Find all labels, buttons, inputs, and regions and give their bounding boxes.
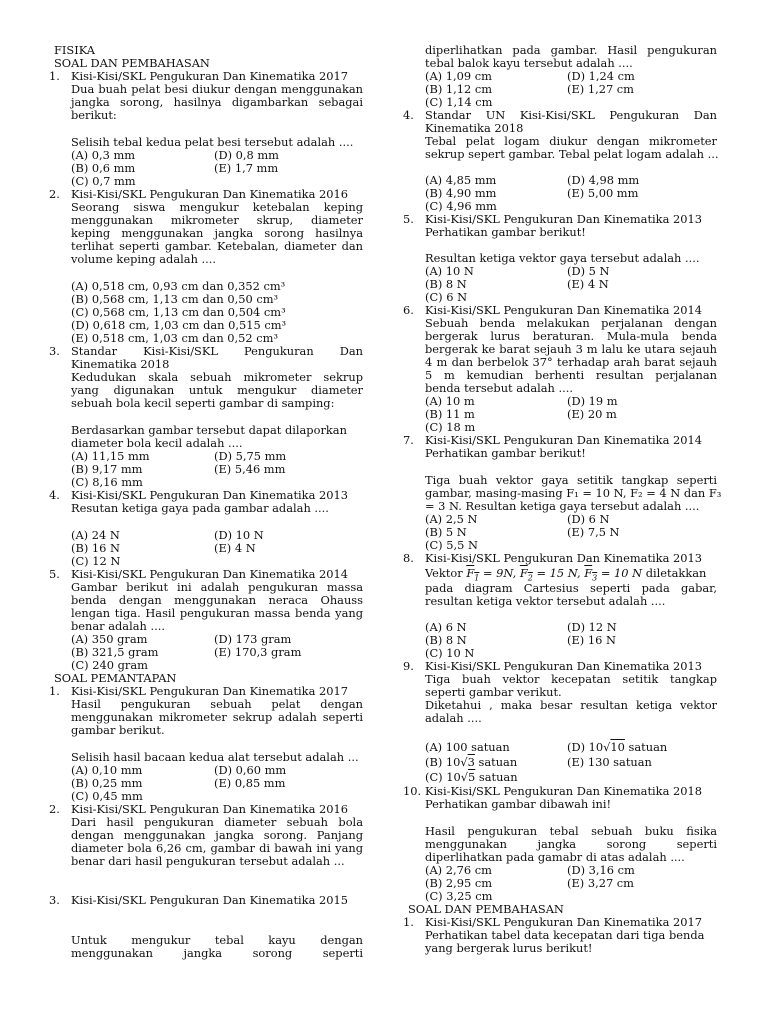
question-text: lengan tiga. Hasil pengukuran massa benda yang — [71, 606, 363, 620]
question-number: 2. — [49, 802, 60, 816]
question-text: benar adalah .... — [71, 619, 165, 633]
option-d: (D) 0,60 mm — [214, 763, 287, 777]
question-text: menggunakan mikrometer skrup, diameter — [71, 213, 363, 227]
question-text: resultan ketiga vektor tersebut adalah .... — [425, 594, 666, 608]
option-e: (E) 1,27 cm — [567, 82, 634, 96]
question-title: Kisi-Kisi/SKL Pengukuran Dan Kinematika 2017 — [71, 69, 348, 83]
option-d: (D) 1,24 cm — [567, 69, 635, 83]
question-text: Kedudukan skala sebuah mikrometer sekrup — [71, 370, 363, 384]
question-text: keping menggunakan jangka sorong hasilnya — [71, 226, 363, 240]
question-title — [425, 109, 717, 122]
option-d: (D) 19 m — [567, 394, 618, 408]
question-number: 1. — [403, 915, 414, 929]
option-text: satuan — [474, 755, 518, 769]
question-text: Tiga buah vektor kecepatan setitik tangkap — [425, 672, 717, 686]
question-title: Kisi-Kisi/SKL Pengukuran Dan Kinematika 2015 — [71, 893, 348, 907]
question-title: Kisi-Kisi/SKL Pengukuran Dan Kinematika 2016 — [71, 187, 348, 201]
title-word: Pengukuran — [244, 344, 314, 358]
question-title-cont: Kinematika 2018 — [71, 357, 170, 371]
vector-equation: $F_1 = 9N$, $F_2 = 15$ N, $F_3 = 10$ N — [466, 566, 643, 583]
question-prompt: Resultan ketiga vektor gaya tersebut adalah .... — [425, 251, 700, 265]
option-b: (B) 1,12 cm — [425, 82, 493, 96]
option-c: (C) 3,25 cm — [425, 889, 493, 903]
question-text: jangka sorong, hasilnya digambarkan sebagai — [71, 95, 363, 109]
option-c: (C) 0,568 cm, 1,13 cm dan 0,504 cm³ — [71, 305, 286, 319]
question-text: Tebal pelat logam diukur dengan mikrometer — [425, 134, 717, 148]
question-text: yang digunakan untuk mengukur diameter — [71, 383, 363, 397]
option-d: (D) 6 N — [567, 512, 610, 526]
option-e: (E) 7,5 N — [567, 525, 620, 539]
question-number: 1. — [49, 684, 60, 698]
question-text: Sebuah benda melakukan perjalanan dengan — [425, 316, 717, 330]
option-c: (C) 4,96 mm — [425, 199, 497, 213]
option-d: (D) 3,16 cm — [567, 863, 635, 877]
subject-heading: FISIKA — [54, 43, 95, 57]
option-a: (A) 4,85 mm — [425, 173, 497, 187]
question-text: 4 m dan berbelok 37° terhadap arah barat sejauh — [425, 355, 717, 369]
question-title: Kisi-Kisi/SKL Pengukuran Dan Kinematika 2013 — [425, 212, 702, 226]
section-heading: SOAL DAN PEMBAHASAN — [54, 56, 210, 70]
sqrt-icon: √ — [460, 770, 468, 784]
option-e: (E) 130 satuan — [567, 755, 652, 769]
question-prompt: diameter bola kecil adalah .... — [71, 436, 243, 450]
option-a: (A) 1,09 cm — [425, 69, 492, 83]
question-title: Kisi-Kisi/SKL Pengukuran Dan Kinematika 2014 — [71, 567, 348, 581]
option-b: (B) 2,95 cm — [425, 876, 493, 890]
option-a: (A) 6 N — [425, 620, 467, 634]
option-a: (A) 0,3 mm — [71, 148, 136, 162]
option-e: (E) 5,46 mm — [214, 462, 286, 476]
question-text: benda tersebut adalah .... — [425, 381, 573, 395]
question-number: 5. — [49, 567, 60, 581]
option-a: (A) 10 m — [425, 394, 475, 408]
radicand: 10 — [610, 740, 625, 754]
option-b: (B) 321,5 gram — [71, 645, 159, 659]
question-text: berikut: — [71, 108, 117, 122]
question-prompt: diperlihatkan pada gamabr di atas adalah .... — [425, 850, 685, 864]
option-c: (C) 0,45 mm — [71, 789, 143, 803]
option-d: (D) 0,618 cm, 1,03 cm dan 0,515 cm³ — [71, 318, 287, 332]
option-c: (C) 5,5 N — [425, 538, 478, 552]
title-word: Dan — [693, 108, 717, 122]
question-number: 3. — [49, 893, 60, 907]
option-a: (A) 11,15 mm — [71, 449, 150, 463]
question-title: Kisi-Kisi/SKL Pengukuran Dan Kinematika 2017 — [71, 684, 348, 698]
option-e: (E) 16 N — [567, 633, 616, 647]
question-text: volume keping adalah .... — [71, 252, 217, 266]
vector-f2-symbol: $F_2$ — [519, 566, 533, 583]
sqrt-icon: √ — [460, 755, 468, 769]
question-text: yang bergerak lurus berikut! — [425, 941, 593, 955]
sqrt-icon: √ — [603, 740, 611, 754]
question-number: 9. — [403, 659, 414, 673]
question-prompt: Tiga buah vektor gaya setitik tangkap seperti — [425, 473, 717, 487]
question-title: Kisi-Kisi/SKL Pengukuran Dan Kinematika 2013 — [71, 488, 348, 502]
question-number: 4. — [49, 488, 60, 502]
option-c: (C) 18 m — [425, 420, 476, 434]
question-number: 4. — [403, 108, 414, 122]
option-d: (D) 12 N — [567, 620, 617, 634]
option-d — [567, 741, 667, 754]
section-heading: SOAL DAN PEMBAHASAN — [408, 902, 564, 916]
question-text: tebal balok kayu tersebut adalah .... — [425, 56, 633, 70]
question-text: pada diagram Cartesius seperti pada gabar, — [425, 581, 717, 595]
option-e: (E) 5,00 mm — [567, 186, 639, 200]
question-title: Kisi-Kisi/SKL Pengukuran Dan Kinematika 2017 — [425, 915, 702, 929]
question-number: 1. — [49, 69, 60, 83]
option-b: (B) 8 N — [425, 277, 467, 291]
option-b: (B) 8 N — [425, 633, 467, 647]
option-e: (E) 170,3 gram — [214, 645, 302, 659]
option-e: (E) 1,7 mm — [214, 161, 279, 175]
title-word: Standar — [425, 108, 472, 122]
question-text: benda dengan menggunakan neraca Ohauss — [71, 593, 363, 607]
option-d: (D) 173 gram — [214, 632, 292, 646]
question-text: Untuk mengukur tebal kayu dengan — [71, 933, 363, 947]
question-text: terlihat seperti gambar. Ketebalan, diameter dan — [71, 239, 363, 253]
option-b: (B) 11 m — [425, 407, 475, 421]
option-text: satuan — [475, 770, 518, 784]
question-text: sebuah bola kecil seperti gambar di samping: — [71, 396, 335, 410]
question-text: Perhatikan gambar berikut! — [425, 446, 586, 460]
question-text: Perhatikan tabel data kecepatan dari tiga benda — [425, 928, 705, 942]
question-text: 5 m kemudian berhenti resultan perjalanan — [425, 368, 717, 382]
option-b: (B) 16 N — [71, 541, 120, 555]
question-text: menggunakan jangka sorong seperti — [71, 946, 363, 960]
title-word: UN — [485, 108, 506, 122]
option-b — [425, 756, 517, 769]
question-text: gambar berikut. — [71, 723, 165, 737]
title-word: Dan — [339, 344, 363, 358]
question-text: diperlihatkan pada gambar. Hasil pengukuran — [425, 43, 717, 57]
question-text: seperti gambar verikut. — [425, 685, 562, 699]
question-text: Diketahui , maka besar resultan ketiga vektor — [425, 698, 717, 712]
option-c: (C) 6 N — [425, 290, 468, 304]
question-text: diameter bola 6,26 cm, gambar di bawah ini yang — [71, 841, 363, 855]
option-d: (D) 10 N — [214, 528, 264, 542]
option-a: (A) 24 N — [71, 528, 120, 542]
option-a: (A) 350 gram — [71, 632, 148, 646]
question-title: Kisi-Kisi/SKL Pengukuran Dan Kinematika 2014 — [425, 303, 702, 317]
vector-f3-symbol: $F_3$ — [584, 566, 598, 583]
question-text: adalah .... — [425, 711, 482, 725]
option-b: (B) 0,25 mm — [71, 776, 143, 790]
option-a: (A) 0,518 cm, 0,93 cm dan 0,352 cm³ — [71, 279, 286, 293]
title-word: Kisi-Kisi/SKL — [519, 108, 595, 122]
question-title: Kisi-Kisi/SKL Pengukuran Dan Kinematika 2014 — [425, 433, 702, 447]
question-number: 7. — [403, 433, 414, 447]
option-a: (A) 100 satuan — [425, 740, 510, 754]
question-text: sekrup sepert gambar. Tebal pelat logam adalah ... — [425, 147, 719, 161]
option-text: satuan — [624, 740, 668, 754]
option-e: (E) 3,27 cm — [567, 876, 634, 890]
option-e: (E) 4 N — [214, 541, 256, 555]
option-b: (B) 0,568 cm, 1,13 cm dan 0,50 cm³ — [71, 292, 279, 306]
question-text: menggunakan mikrometer sekrup adalah seperti — [71, 710, 363, 724]
option-b: (B) 9,17 mm — [71, 462, 143, 476]
option-e: (E) 0,85 mm — [214, 776, 286, 790]
question-number: 3. — [49, 344, 60, 358]
option-c: (C) 240 gram — [71, 658, 148, 672]
question-prompt: = 3 N. Resultan ketiga gaya tersebut adalah .... — [425, 499, 700, 513]
title-word: Pengukuran — [609, 108, 680, 122]
option-text: (B) 10 — [425, 755, 461, 769]
option-c: (C) 1,14 cm — [425, 95, 493, 109]
question-number: 10. — [403, 784, 422, 798]
option-b: (B) 5 N — [425, 525, 467, 539]
question-number: 6. — [403, 303, 414, 317]
question-title-cont: Kinematika 2018 — [425, 121, 524, 135]
question-number: 5. — [403, 212, 414, 226]
question-number: 2. — [49, 187, 60, 201]
question-text: Perhatikan gambar dibawah ini! — [425, 797, 612, 811]
option-c: (C) 0,7 mm — [71, 174, 136, 188]
question-text: Gambar berikut ini adalah pengukuran massa — [71, 580, 363, 594]
option-a: (A) 0,10 mm — [71, 763, 143, 777]
option-c — [425, 771, 518, 784]
question-title: Kisi-Kisi/SKL Pengukuran Dan Kinematika 2013 — [425, 659, 702, 673]
question-title: Kisi-Kisi/SKL Pengukuran Dan Kinematika 2016 — [71, 802, 348, 816]
question-text: benar dari hasil pengukuran tersebut adalah ... — [71, 854, 345, 868]
option-text: (C) 10 — [425, 770, 461, 784]
question-text: Hasil pengukuran sebuah pelat dengan — [71, 697, 363, 711]
option-a: (A) 2,5 N — [425, 512, 478, 526]
vector-f1-symbol: $F_1$ — [466, 566, 480, 583]
question-prompt: Hasil pengukuran tebal sebuah buku fisika — [425, 824, 717, 838]
question-title: Kisi-Kisi/SKL Pengukuran Dan Kinematika 2013 — [425, 551, 702, 565]
question-title: Kisi-Kisi/SKL Pengukuran Dan Kinematika 2018 — [425, 784, 702, 798]
question-number: 8. — [403, 551, 414, 565]
option-d: (D) 0,8 mm — [214, 148, 279, 162]
question-text: Dari hasil pengukuran diameter sebuah bola — [71, 815, 363, 829]
question-prompt: menggunakan jangka sorong seperti — [425, 837, 717, 851]
text-run: diletakkan — [645, 566, 707, 580]
question-text: Resutan ketiga gaya pada gambar adalah .... — [71, 501, 329, 515]
option-d: (D) 5 N — [567, 264, 610, 278]
option-a: (A) 2,76 cm — [425, 863, 492, 877]
option-d: (D) 5,75 mm — [214, 449, 287, 463]
question-prompt: Berdasarkan gambar tersebut dapat dilaporkan — [71, 423, 347, 437]
option-b: (B) 4,90 mm — [425, 186, 497, 200]
option-e: (E) 0,518 cm, 1,03 cm dan 0,52 cm³ — [71, 331, 279, 345]
question-text: Seorang siswa mengukur ketebalan keping — [71, 200, 363, 214]
section-heading: SOAL PEMANTAPAN — [54, 671, 177, 685]
radicand: 5 — [467, 770, 476, 784]
option-d: (D) 4,98 mm — [567, 173, 640, 187]
title-word: Kisi-Kisi/SKL — [143, 344, 218, 358]
question-text: Dua buah pelat besi diukur dengan menggunakan — [71, 82, 363, 96]
question-prompt: Selisih tebal kedua pelat besi tersebut adalah .... — [71, 135, 354, 149]
question-text: bergerak lurus beraturan. Mula-mula benda — [425, 329, 717, 343]
option-b: (B) 0,6 mm — [71, 161, 136, 175]
radicand: 3 — [467, 755, 475, 769]
question-title — [71, 345, 363, 358]
question-text: bergerak ke barat sejauh 3 m lalu ke utara sejauh — [425, 342, 717, 356]
option-a: (A) 10 N — [425, 264, 474, 278]
text-run: Vektor — [425, 566, 467, 580]
question-prompt: gambar, masing-masing F₁ = 10 N, F₂ = 4 N dan F₃ — [425, 486, 722, 500]
question-text: Perhatikan gambar berikut! — [425, 225, 586, 239]
option-c: (C) 10 N — [425, 646, 475, 660]
option-c: (C) 8,16 mm — [71, 475, 143, 489]
option-e: (E) 4 N — [567, 277, 609, 291]
title-word: Standar — [71, 344, 118, 358]
option-e: (E) 20 m — [567, 407, 617, 421]
option-c: (C) 12 N — [71, 554, 121, 568]
option-text: (D) 10 — [567, 740, 604, 754]
question-text: dengan menggunakan jangka sorong. Panjang — [71, 828, 363, 842]
question-prompt: Selisih hasil bacaan kedua alat tersebut adalah ... — [71, 750, 359, 764]
